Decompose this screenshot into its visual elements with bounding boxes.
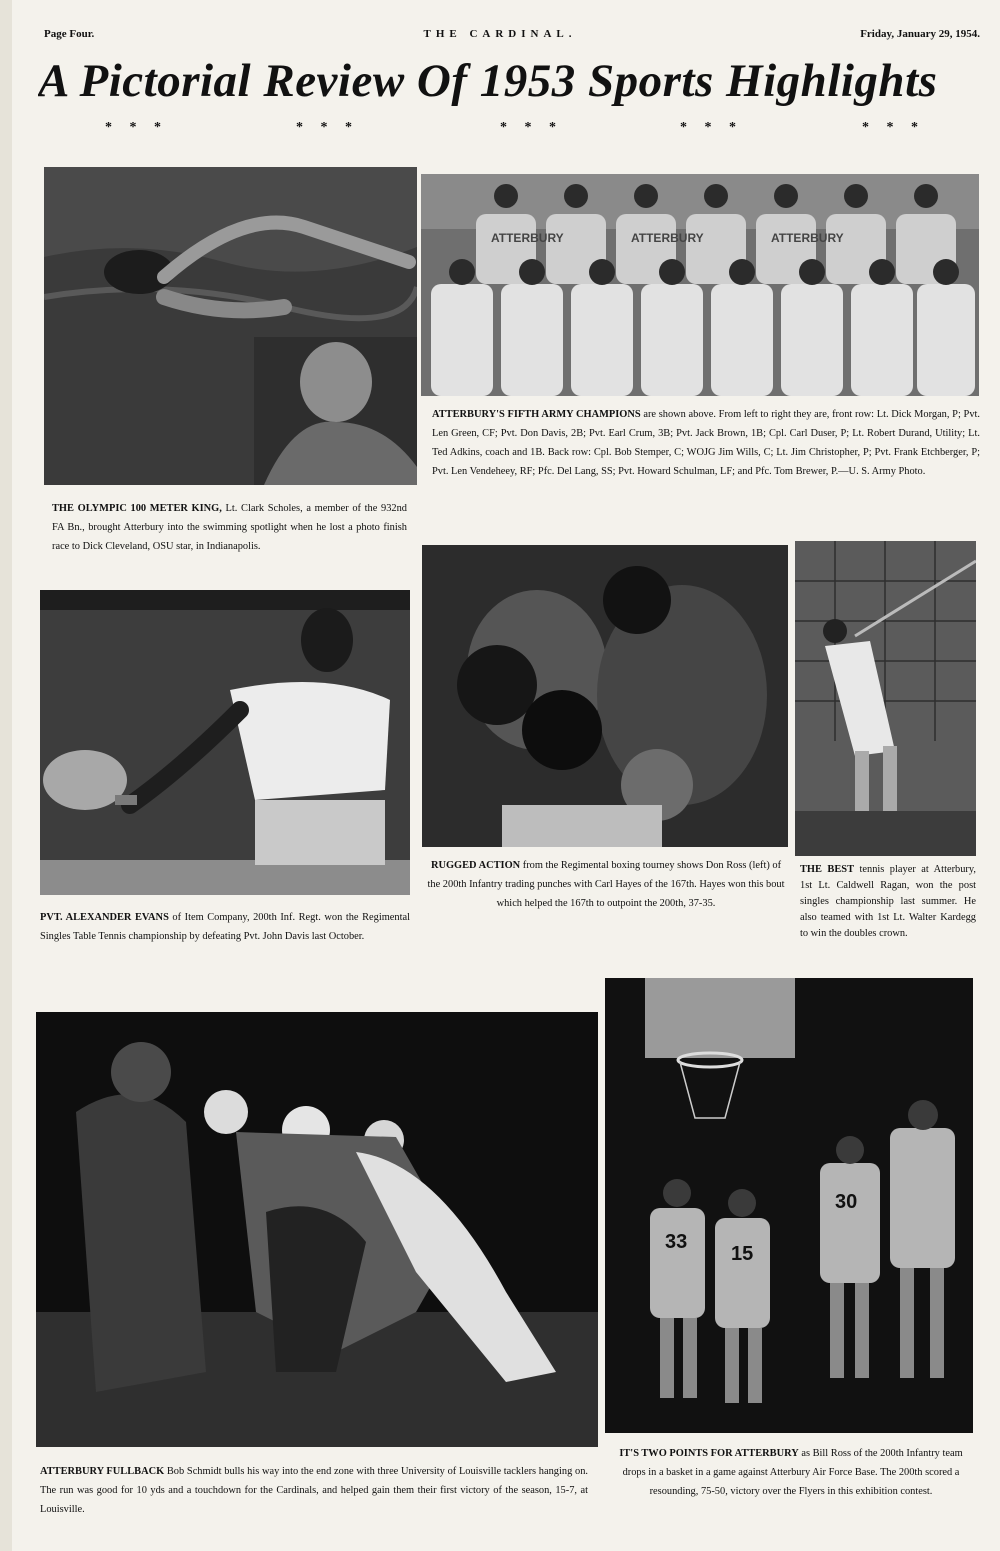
caption-text: from the Regimental boxing tourney shows Don Ross (left) of the 200th Infantry trading punches with Carl Hayes of the 167th. Hayes won this bout which helped the 167th to outpoint the 200th, 37-35. (427, 860, 785, 909)
jersey-lettering: ATTERBURY (771, 231, 844, 245)
caption-lead: RUGGED ACTION (430, 860, 521, 871)
football-caption (40, 1462, 588, 1519)
issue-date: Friday, January 29, 1954. (860, 28, 980, 40)
jersey-number: 30 (835, 1191, 858, 1213)
caption-lead: THE BEST (800, 864, 855, 875)
baseball-team-photo (421, 174, 979, 396)
swimmer-photo (44, 167, 417, 485)
caption-text: Bob Schmidt bulls his way into the end zone with three University of Louisville tacklers hanging on. The run was good for 10 yds and a touchdown for the Cardinals, and helped gain them their first victory of the season, 15-7, at Louisville. (40, 1466, 588, 1515)
caption-text: tennis player at Atterbury, 1st Lt. Caldwell Ragan, won the post singles championship last summer. He also teamed with 1st Lt. Walter Kardegg to win the doubles crown. (800, 864, 976, 939)
caption-lead: PVT. ALEXANDER EVANS (40, 912, 169, 923)
star-divider: * * * (862, 120, 925, 135)
table-tennis-caption (40, 908, 410, 946)
masthead (0, 28, 1000, 46)
caption-text: of Item Company, 200th Inf. Regt. won the Regimental Singles Table Tennis championship by defeating Pvt. John Davis last October. (40, 912, 410, 942)
page-number: Page Four. (44, 28, 95, 40)
swimmer-caption (52, 499, 407, 556)
caption-text: Lt. Clark Scholes, a member of the 932nd FA Bn., brought Atterbury into the swimming spotlight when he lost a photo finish race to Dick Cleveland, OSU star, in Indianapolis. (52, 503, 407, 552)
jersey-lettering: ATTERBURY (491, 231, 564, 245)
jersey-number: 33 (665, 1231, 688, 1253)
boxing-caption (424, 856, 788, 913)
football-photo (36, 1012, 598, 1447)
caption-lead: ATTERBURY FULLBACK (40, 1466, 165, 1477)
star-divider: * * * (500, 120, 563, 135)
basketball-caption (608, 1444, 974, 1501)
caption-text: as Bill Ross of the 200th Infantry team drops in a basket in a game against Atterbury Air Force Base. The 200th scored a resounding, 75-50, victory over the Flyers in this exhibition contest. (622, 1448, 963, 1497)
tennis-photo (795, 541, 976, 856)
caption-lead: ATTERBURY'S FIFTH ARMY CHAMPIONS (432, 409, 641, 420)
basketball-photo (605, 978, 973, 1433)
star-divider: * * * (105, 120, 168, 135)
tennis-caption (800, 862, 976, 942)
jersey-lettering: ATTERBURY (631, 231, 704, 245)
star-divider: * * * (296, 120, 359, 135)
caption-lead: IT'S TWO POINTS FOR ATTERBURY (619, 1448, 799, 1459)
newspaper-name: THE CARDINAL. (423, 28, 577, 40)
page-headline: A Pictorial Review Of 1953 Sports Highlights (38, 55, 938, 106)
boxing-photo (422, 545, 788, 847)
star-divider: * * * (680, 120, 743, 135)
jersey-number: 15 (731, 1243, 754, 1265)
caption-lead: THE OLYMPIC 100 METER KING, (52, 503, 222, 514)
page-edge-shadow (0, 0, 12, 1551)
table-tennis-photo (40, 590, 410, 895)
baseball-caption (432, 405, 980, 481)
caption-text: are shown above. From left to right they are, front row: Lt. Dick Morgan, P; Pvt. Len Green, CF; Pvt. Don Davis, 2B; Pvt. Earl Crum, 3B; Pvt. Jack Brown, 1B; Cpl. Carl Duser, P; Lt. Robert Durand, Utility; Lt. Ted Adkins, coach and 1B. Back row: Cpl. Bob Stemper, C; WOJG Jim Wills, C; Lt. Jim Christopher, P; Pvt. Frank Etchberger, P; Pvt. Len Vendeheey, RF; Pfc. Del Lang, SS; Pvt. Howard Schulman, LF; and Pfc. Tom Brewer, P.—U. S. Army Photo. (432, 409, 981, 477)
